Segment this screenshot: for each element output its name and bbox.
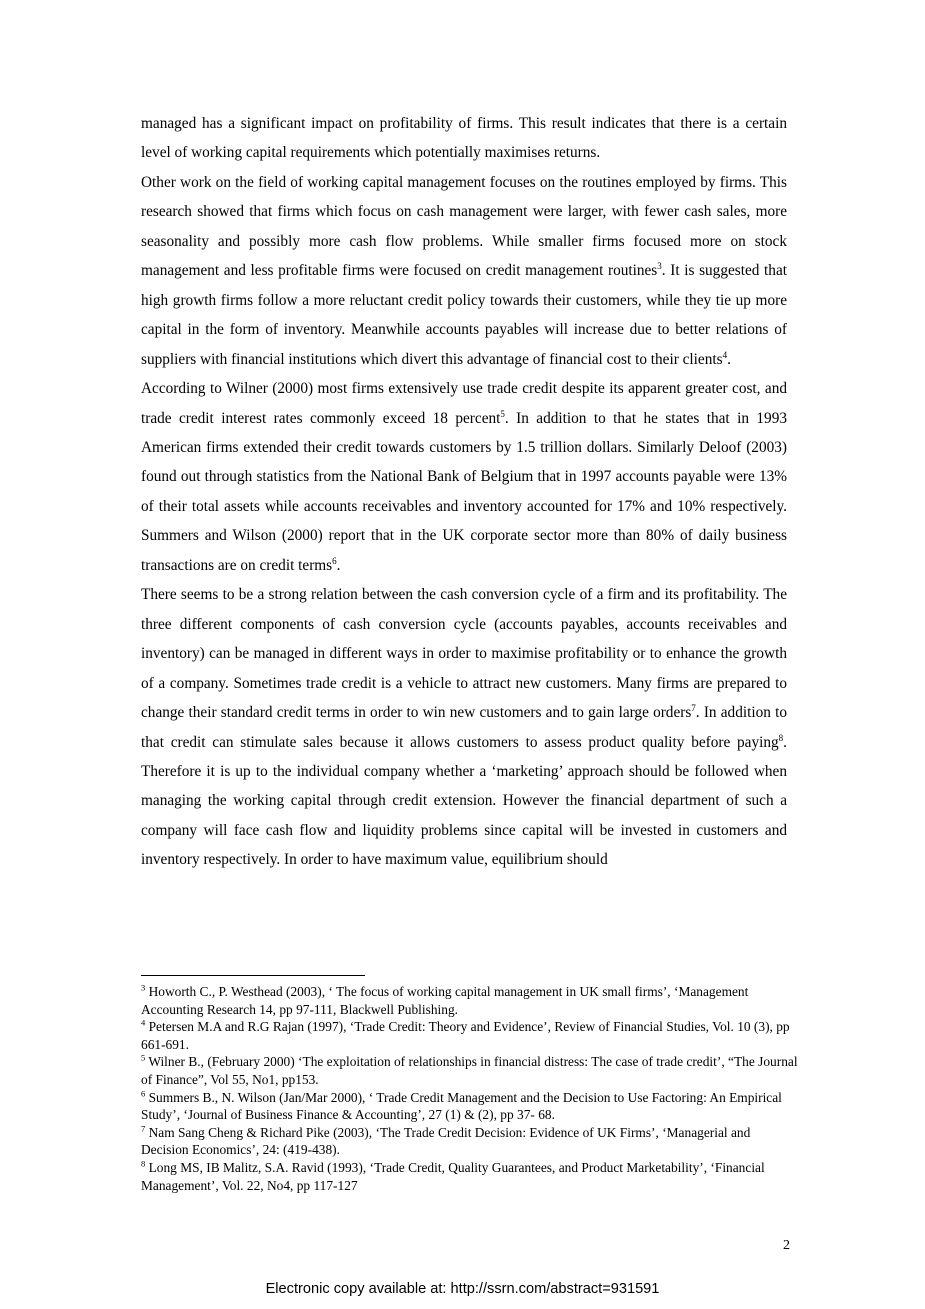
body-paragraph — [141, 168, 787, 374]
footnote-4 — [141, 1018, 801, 1053]
footnote-reference: 5 — [500, 408, 505, 419]
body-text — [141, 109, 787, 875]
footnote-number: 8 — [141, 1158, 146, 1169]
paragraph-text: . — [727, 350, 731, 368]
paragraph-text: managed has a significant impact on profitability of firms. This result indicates that there is a certain level of working capital requirements which potentially maximises returns. — [141, 115, 787, 162]
footnote-number: 3 — [141, 982, 146, 993]
paragraph-text: . — [336, 556, 341, 574]
body-paragraph — [141, 580, 787, 875]
footnote-number: 5 — [141, 1052, 146, 1063]
paragraph-text: There seems to be a strong relation between the cash conversion cycle of a firm and its profitability. The three different components of cash conversion cycle (accounts payables, accounts receivables and inventory) can be managed in different ways in order to maximise profitability or to enhance the growth of a company. Sometimes trade credit is a vehicle to attract new customers. Many firms are prepared to change their standard credit terms in order to win new customers and to gain large orders — [141, 586, 787, 722]
footnote-reference: 8 — [778, 732, 784, 743]
footnote-text: Nam Sang Cheng & Richard Pike (2003), ‘The Trade Credit Decision: Evidence of UK Firms’, ‘Managerial and Decision Economics’, 24: (419-438). — [141, 1124, 751, 1158]
footnotes — [141, 983, 801, 1194]
paragraph-text: According to Wilner (2000) most firms extensively use trade credit despite its apparent greater cost, and trade credit interest rates commonly exceed 18 percent — [141, 380, 787, 427]
footnote-reference: 6 — [332, 555, 337, 566]
footnote-text: Wilner B., (February 2000) ‘The exploitation of relationships in financial distress: The case of trade credit’, “The Journal of Finance”, Vol 55, No1, pp153. — [141, 1054, 798, 1087]
paragraph-text: . In addition to that credit can stimulate sales because it allows customers to assess product quality before paying — [141, 704, 787, 751]
footnote-text: Petersen M.A and R.G Rajan (1997), ‘Trade Credit: Theory and Evidence’, Review of Financial Studies, Vol. 10 (3), pp 661-691. — [141, 1019, 790, 1052]
footnote-text: Howorth C., P. Westhead (2003), ‘ The focus of working capital management in UK small firms’, ‘Management Accounting Research 14, pp 97-111, Blackwell Publishing. — [141, 984, 749, 1017]
footnote-3 — [141, 983, 801, 1018]
footnote-7 — [141, 1124, 801, 1159]
footnote-5 — [141, 1053, 801, 1088]
footnote-text: Summers B., N. Wilson (Jan/Mar 2000), ‘ Trade Credit Management and the Decision to Use Factoring: An Empirical Study’, ‘Journal of Business Finance & Accounting’, 27 (1) & (2), pp 37- 68. — [141, 1089, 782, 1123]
footnote-number: 7 — [141, 1123, 146, 1134]
footnote-number: 4 — [141, 1017, 146, 1028]
paragraph-text: Other work on the field of working capital management focuses on the routines employed by firms. This research showed that firms which focus on cash management were larger, with fewer cash sales, more seasonality and possibly more cash flow problems. While smaller firms focused more on stock management and less profitable firms were focused on credit management routines — [141, 173, 787, 280]
footnote-text: Long MS, IB Malitz, S.A. Ravid (1993), ‘Trade Credit, Quality Guarantees, and Product Marketability’, ‘Financial Management’, Vol. 22, No4, pp 117-127 — [141, 1159, 765, 1193]
page-number: 2 — [783, 1238, 790, 1253]
footnote-reference: 4 — [722, 349, 728, 360]
ssrn-download-banner: Electronic copy available at: http://ssrn.com/abstract=931591 — [265, 1281, 660, 1297]
paragraph-text: . Therefore it is up to the individual company whether a ‘marketing’ approach should be followed when managing the working capital through credit extension. However the financial department of such a company will face cash flow and liquidity problems since capital will be invested in customers and inventory respectively. In order to have maximum value, equilibrium should — [141, 733, 787, 869]
footnote-separator — [141, 975, 365, 976]
footnote-number: 6 — [141, 1088, 146, 1099]
footnote-8 — [141, 1159, 801, 1194]
footnote-6 — [141, 1089, 801, 1124]
footnote-reference: 3 — [657, 261, 662, 272]
body-paragraph — [141, 109, 787, 168]
body-paragraph — [141, 374, 787, 580]
footnote-reference: 7 — [691, 702, 696, 713]
paragraph-text: . In addition to that he states that in 1993 American firms extended their credit towards customers by 1.5 trillion dollars. Similarly Deloof (2003) found out through statistics from the National Bank of Belgium that in 1997 accounts payable were 13% of their total assets while accounts receivables and inventory accounted for 17% and 10% respectively. Summers and Wilson (2000) report that in the UK corporate sector more than 80% of daily business transactions are on credit terms — [141, 409, 787, 574]
paragraph-text: . It is suggested that high growth firms follow a more reluctant credit policy towards their customers, while they tie up more capital in the form of inventory. Meanwhile accounts payables will increase due to better relations of suppliers with financial institutions which divert this advantage of financial cost to their clients — [141, 262, 787, 368]
